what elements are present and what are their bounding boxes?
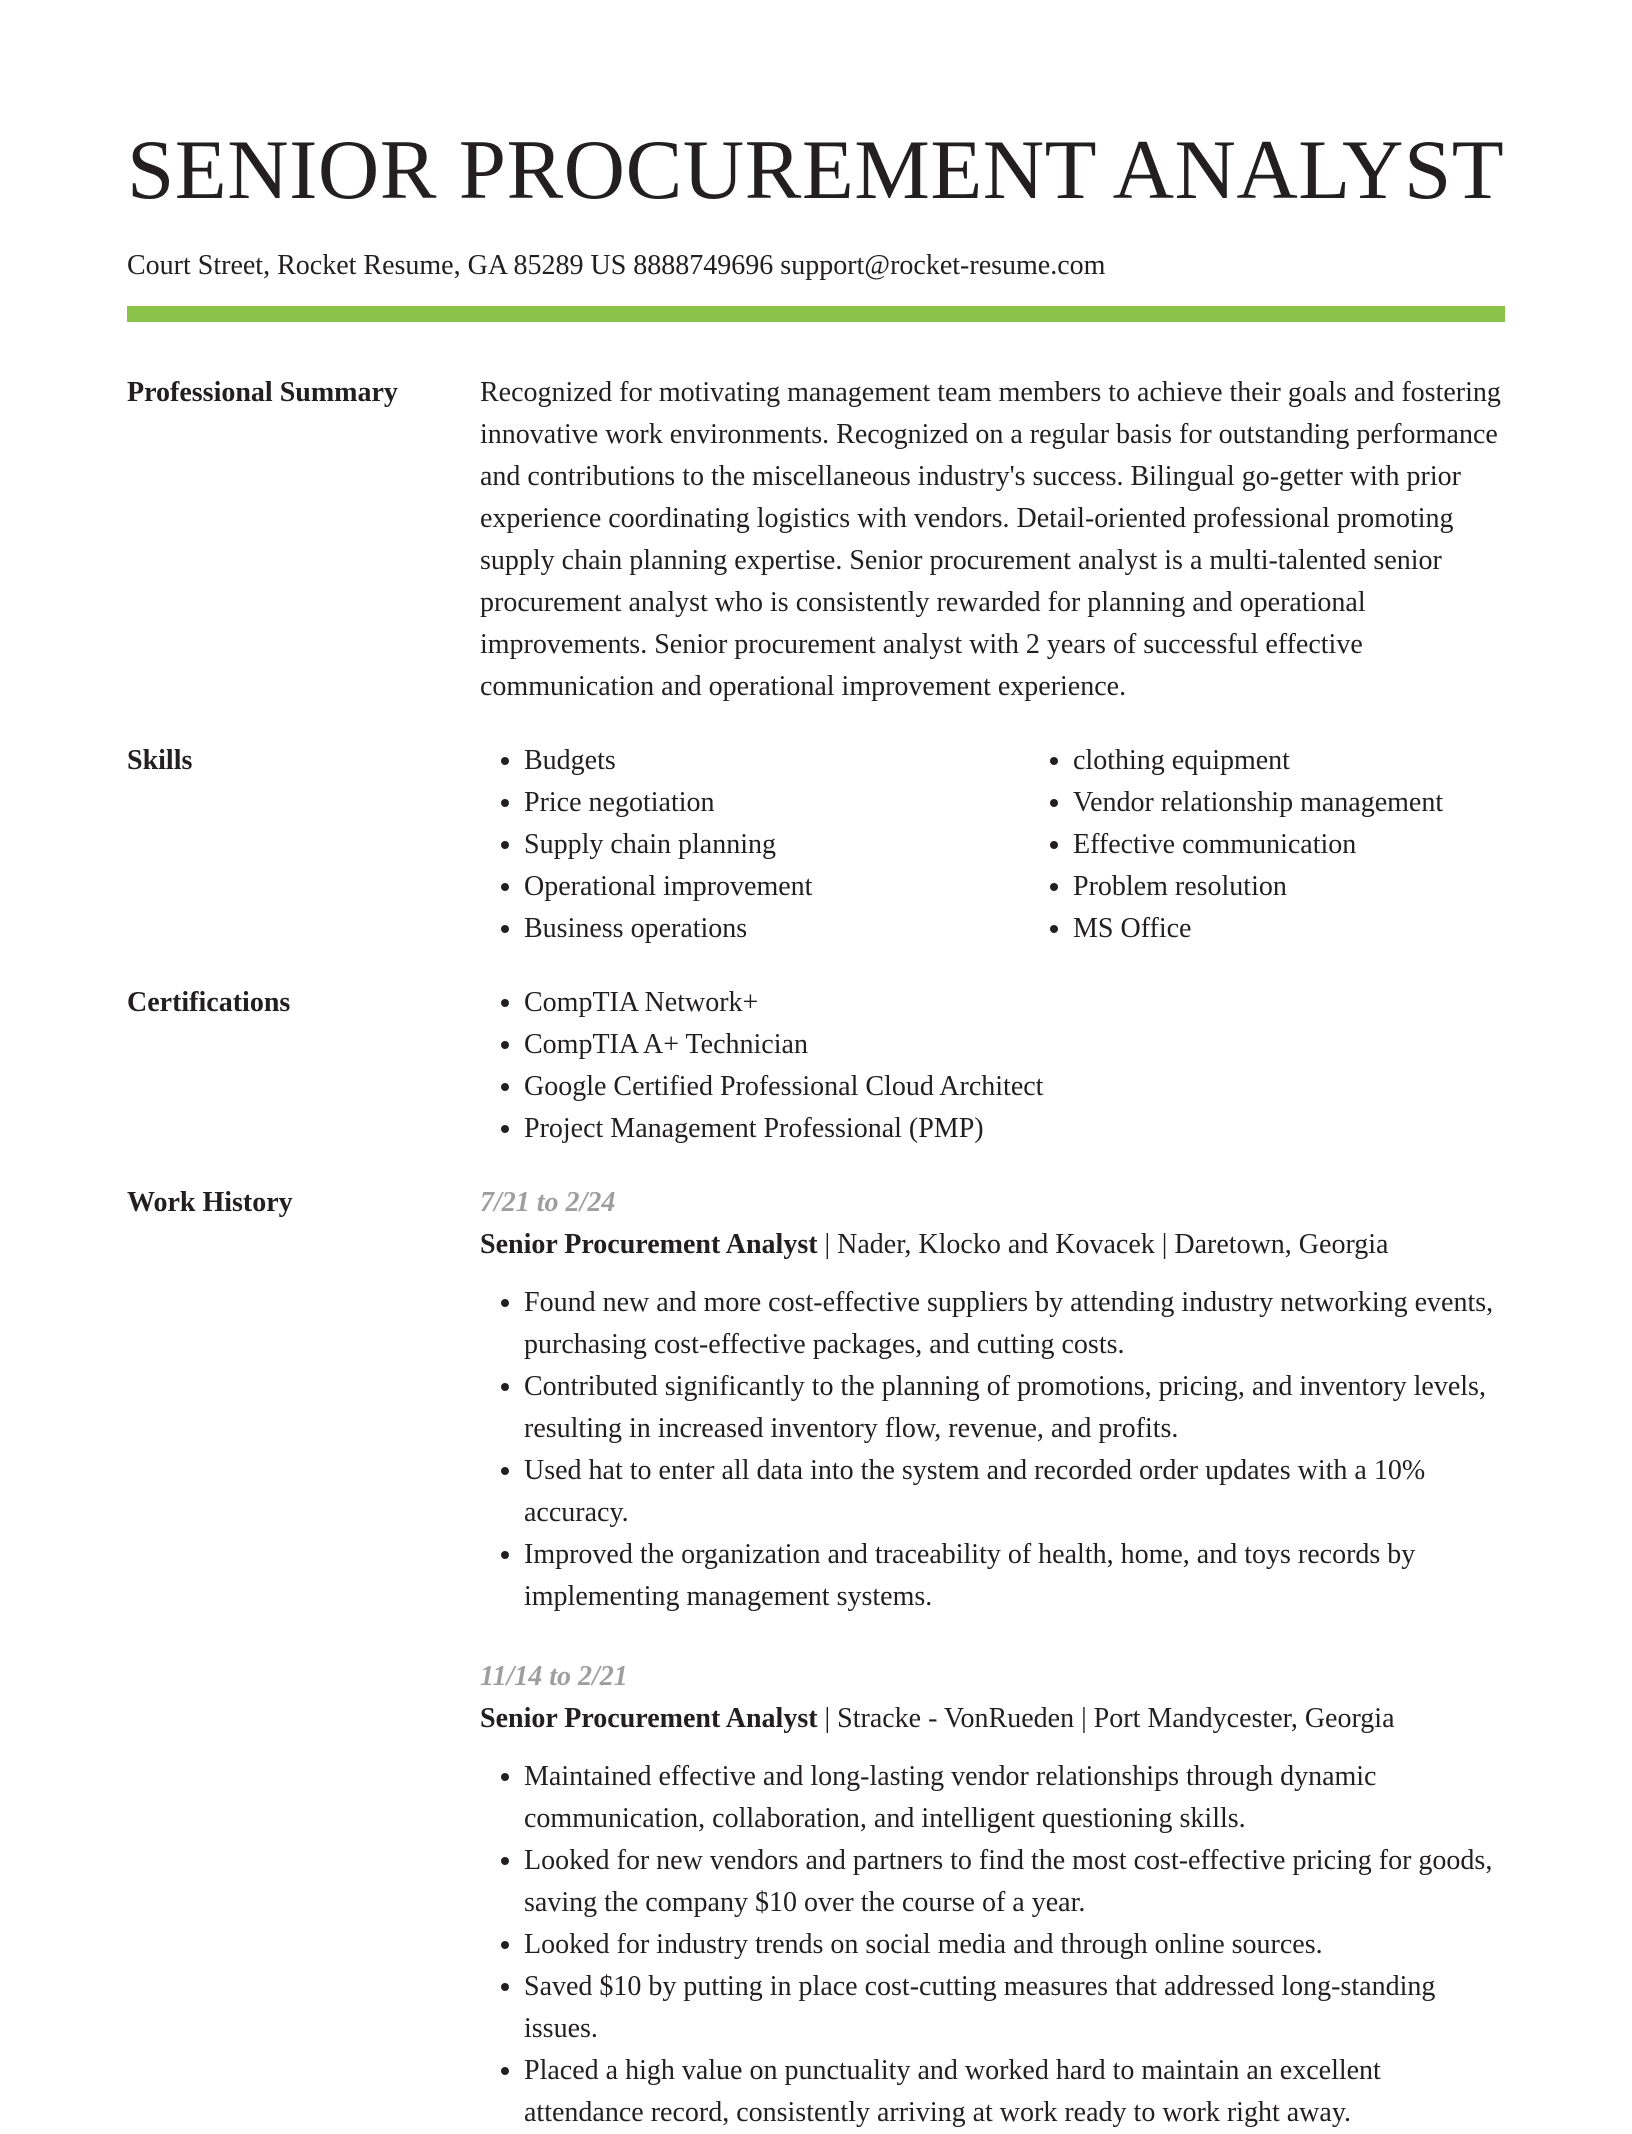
resume-page: [127, 0, 1505, 2134]
work-history-section: [127, 1182, 1505, 2134]
job-bullet: • Found new and more cost-effective suppliers by attending industry networking events, purchasing cost-effective packages, and cutting costs.: [524, 1282, 1505, 1366]
job-bullets: [480, 1756, 1505, 2134]
section-label-skills: Skills: [127, 745, 193, 776]
job-entry: [480, 1656, 1505, 2134]
skill-item: • MS Office: [1073, 908, 1578, 950]
job-details: | Stracke - VonRueden | Port Mandycester, Georgia: [817, 1703, 1395, 1734]
certification-item: • Google Certified Professional Cloud Architect: [524, 1066, 1505, 1108]
job-details: | Nader, Klocko and Kovacek | Daretown, Georgia: [817, 1229, 1389, 1260]
section-label-certifications: Certifications: [127, 987, 291, 1018]
summary-text: Recognized for motivating management team members to achieve their goals and fostering innovative work environments. Recognized on a regular basis for outstanding performance and contributions to the miscellaneous industry's success. Bilingual go-getter with prior experience coordinating logistics with vendors. Detail-oriented professional promoting supply chain planning expertise. Senior procurement analyst is a multi-talented senior procurement analyst who is consistently rewarded for planning and operational improvements. Senior procurement analyst with 2 years of successful effective communication and operational improvement experience.: [480, 377, 1501, 702]
skill-item: • Price negotiation: [524, 782, 1029, 824]
job-bullet: • Maintained effective and long-lasting vendor relationships through dynamic communication, collaboration, and intelligent questioning skills.: [524, 1756, 1505, 1840]
job-bullet: • Improved the organization and traceability of health, home, and toys records by implementing management systems.: [524, 1534, 1505, 1618]
skills-columns: [480, 740, 1578, 950]
job-bullet: • Placed a high value on punctuality and worked hard to maintain an excellent attendance record, consistently arriving at work ready to work right away.: [524, 2050, 1505, 2134]
skill-item: • Problem resolution: [1073, 866, 1578, 908]
certification-item: • CompTIA A+ Technician: [524, 1024, 1505, 1066]
skill-item: • Supply chain planning: [524, 824, 1029, 866]
skill-item: • Business operations: [524, 908, 1029, 950]
job-dates: 11/14 to 2/21: [480, 1661, 628, 1692]
job-bullet: • Used hat to enter all data into the system and recorded order updates with a 10% accuracy.: [524, 1450, 1505, 1534]
job-heading: [480, 1698, 1505, 1740]
job-heading: [480, 1224, 1505, 1266]
work-history-body: [480, 1182, 1505, 2134]
contact-line: Court Street, Rocket Resume, GA 85289 US 8888749696 support@rocket-resume.com: [127, 250, 1106, 281]
page-title: SENIOR PROCUREMENT ANALYST: [127, 123, 1505, 217]
certifications-section: [127, 982, 1505, 1150]
skill-item: • clothing equipment: [1073, 740, 1578, 782]
skills-list-right: [1029, 740, 1578, 950]
header-divider: [127, 306, 1505, 322]
job-bullet: • Looked for industry trends on social media and through online sources.: [524, 1924, 1505, 1966]
job-entry: [480, 1182, 1505, 1618]
job-dates: 7/21 to 2/24: [480, 1187, 616, 1218]
section-label-summary: Professional Summary: [127, 377, 398, 408]
section-label-work-history: Work History: [127, 1187, 293, 1218]
skills-list-left: [480, 740, 1029, 950]
job-title: Senior Procurement Analyst: [480, 1703, 818, 1734]
certification-item: • CompTIA Network+: [524, 982, 1505, 1024]
job-title: Senior Procurement Analyst: [480, 1229, 818, 1260]
certifications-body: [480, 982, 1505, 1150]
job-bullet: • Contributed significantly to the planning of promotions, pricing, and inventory levels, resulting in increased inventory flow, revenue, and profits.: [524, 1366, 1505, 1450]
summary-section: [127, 372, 1505, 708]
skill-item: • Operational improvement: [524, 866, 1029, 908]
job-bullet: • Looked for new vendors and partners to find the most cost-effective pricing for goods, saving the company $10 over the course of a year.: [524, 1840, 1505, 1924]
skill-item: • Effective communication: [1073, 824, 1578, 866]
certification-item: • Project Management Professional (PMP): [524, 1108, 1505, 1150]
skill-item: • Budgets: [524, 740, 1029, 782]
job-bullets: [480, 1282, 1505, 1618]
certifications-list: [480, 982, 1505, 1150]
job-bullet: • Saved $10 by putting in place cost-cutting measures that addressed long-standing issues.: [524, 1966, 1505, 2050]
summary-body: [480, 372, 1505, 708]
skill-item: • Vendor relationship management: [1073, 782, 1578, 824]
skills-section: [127, 740, 1505, 950]
